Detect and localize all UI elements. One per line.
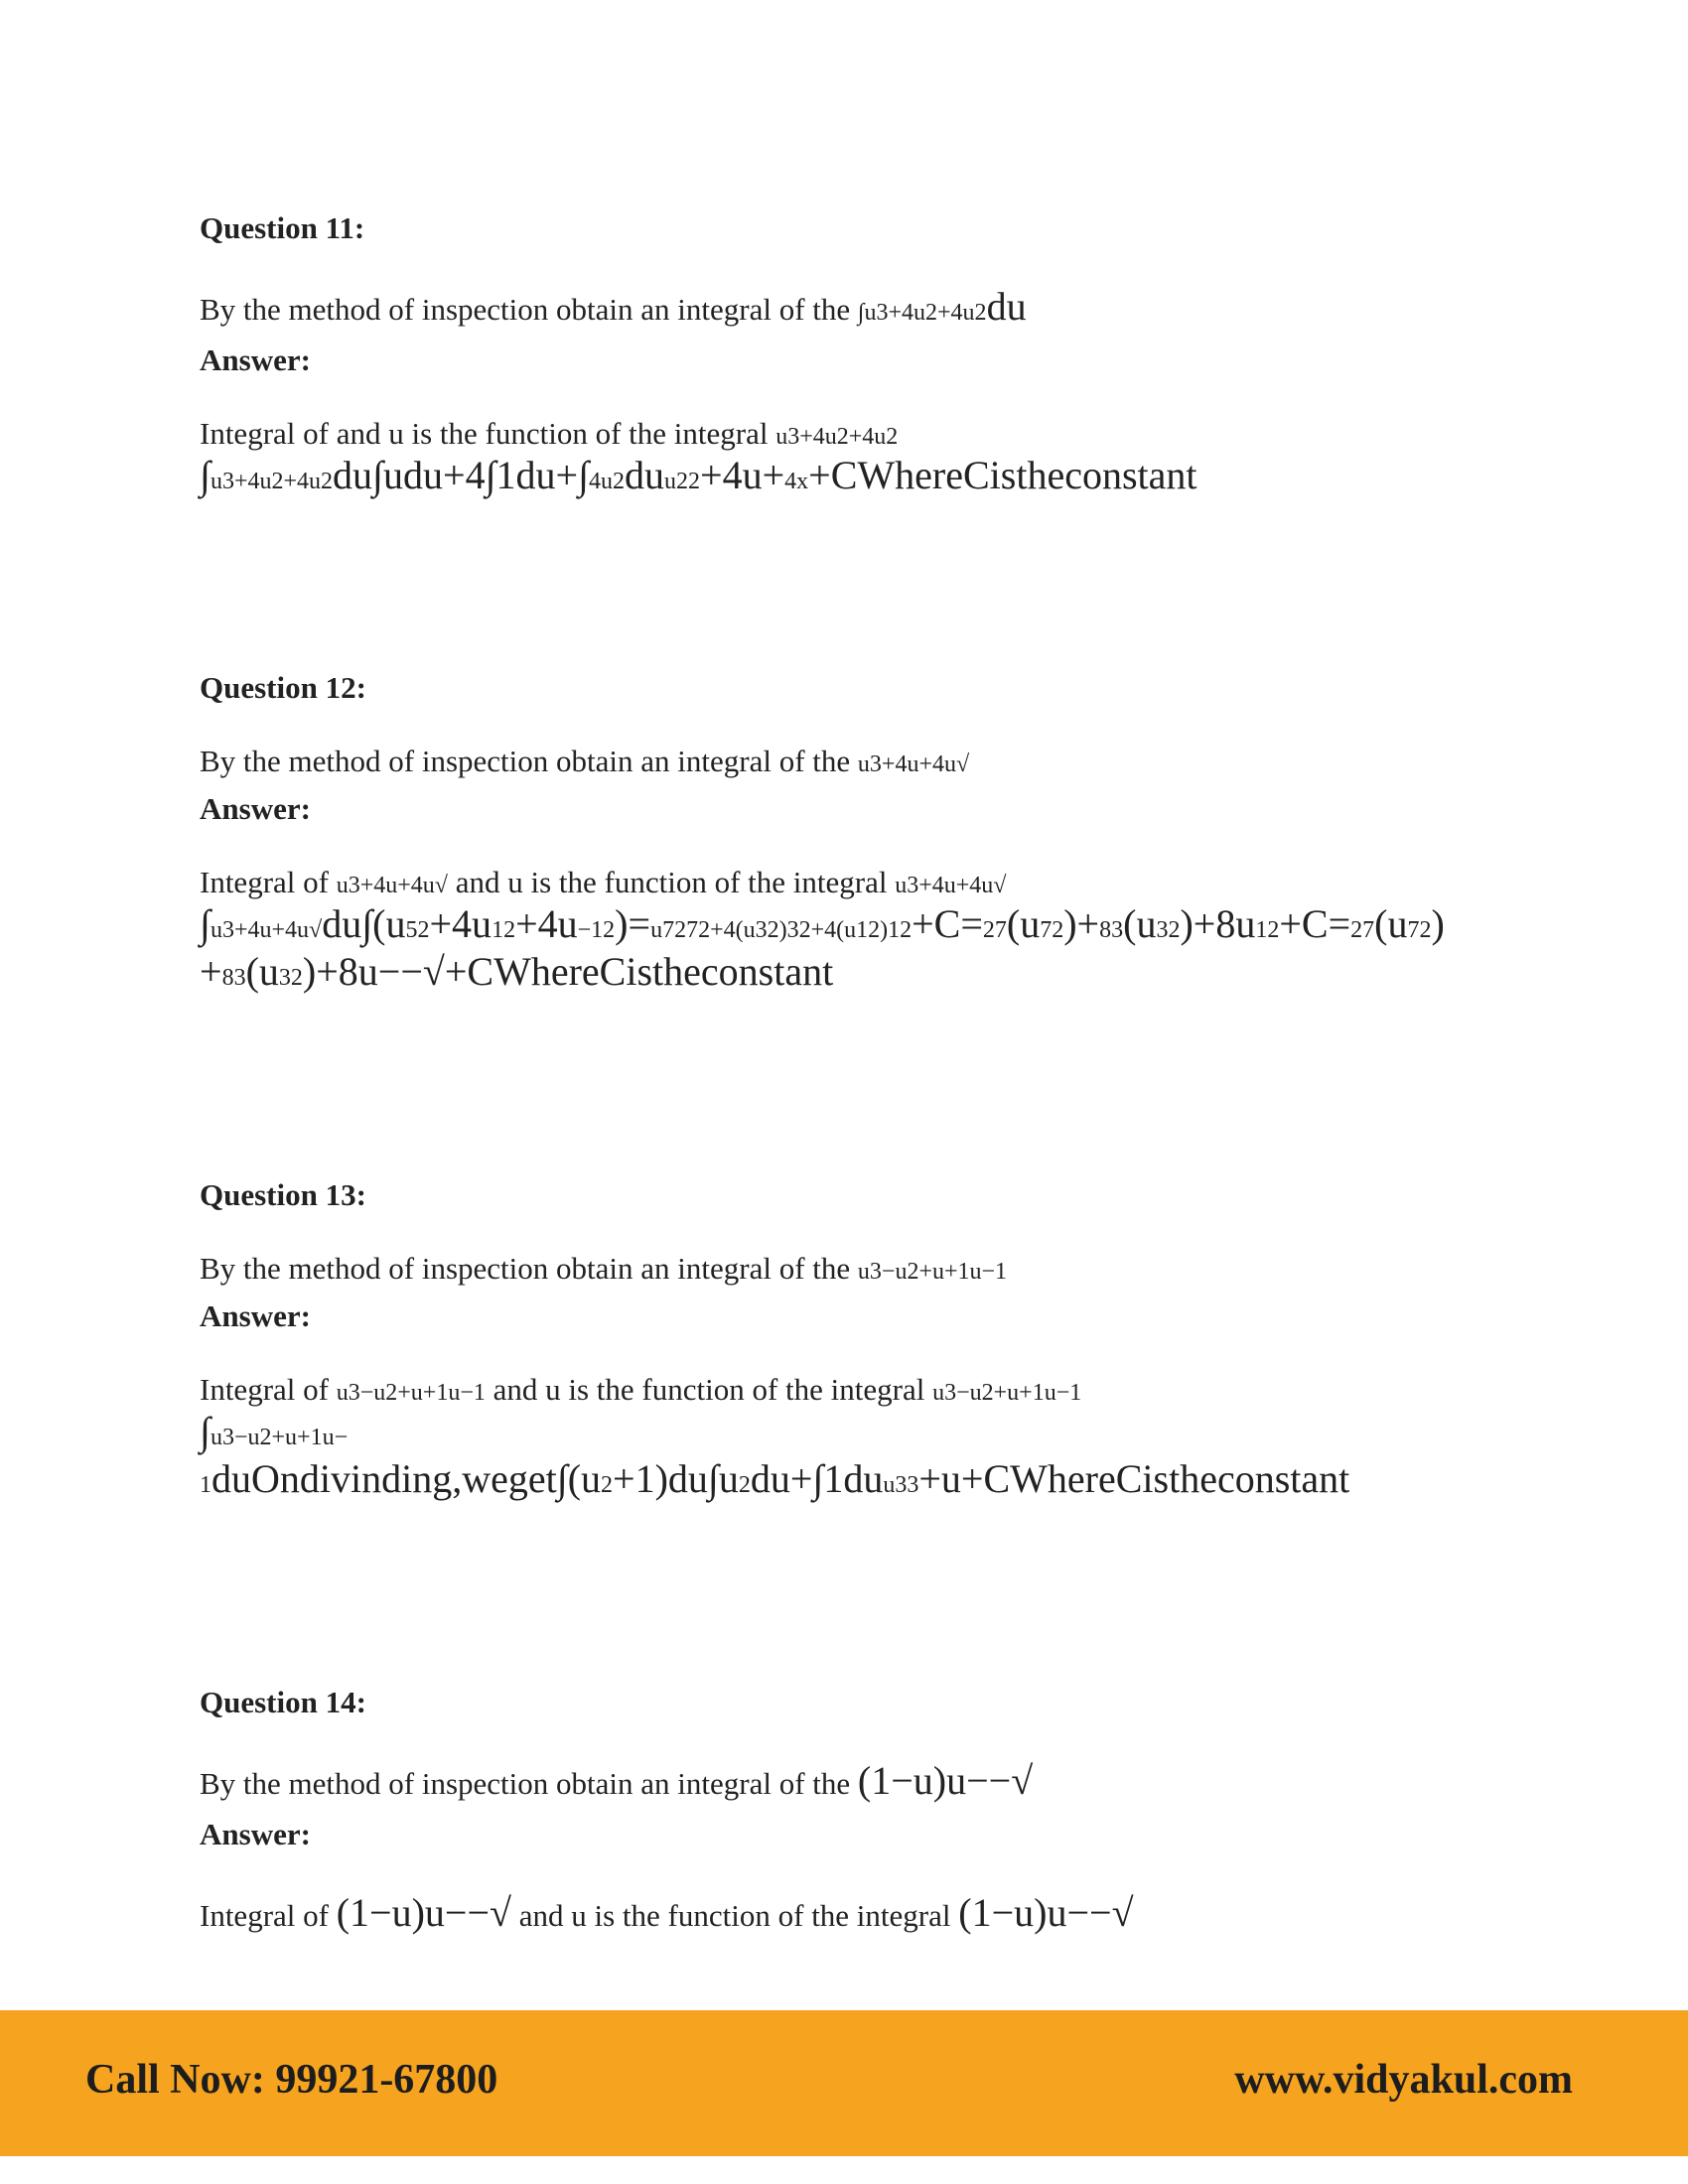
prompt-text: By the method of inspection obtain an integral of the <box>200 1766 858 1801</box>
question-14 <box>200 1687 1610 1937</box>
formula-small-segment: 4u2 <box>589 469 626 495</box>
formula-small-segment: −12 <box>577 917 616 944</box>
intro-expression-large: (1−u)u−−√ <box>336 1890 511 1935</box>
answer-label: Answer: <box>200 1298 311 1334</box>
formula-small-segment: 1 <box>200 1472 211 1499</box>
answer-label: Answer: <box>200 342 311 377</box>
answer-intro <box>200 415 1610 452</box>
formula-segment: )+8u−−√+CWhereCistheconstant <box>302 949 834 995</box>
answer-label: Answer: <box>200 791 311 827</box>
answer-intro <box>200 1889 1610 1937</box>
website-link[interactable]: www.vidyakul.com <box>1234 2057 1573 2103</box>
answer-working <box>200 452 1610 499</box>
intro-text: Integral of and u is the function of the integral <box>200 416 776 451</box>
formula-segment: +4u+ <box>700 453 785 498</box>
intro-text: Integral of <box>200 865 337 900</box>
formula-small-segment: 83 <box>221 965 246 992</box>
question-13 <box>200 1179 1610 1503</box>
prompt-expression-large: du <box>986 284 1027 329</box>
formula-segment: (u <box>245 949 279 995</box>
call-now-text[interactable]: Call Now: 99921-67800 <box>85 2057 498 2103</box>
intro-text-2: and u is the function of the integral <box>511 1898 959 1933</box>
formula-segment: (u <box>1123 901 1157 947</box>
formula-small-segment: 12 <box>1255 917 1280 944</box>
formula-small-segment: 27 <box>1350 917 1375 944</box>
prompt-text: By the method of inspection obtain an integral of the <box>200 292 858 327</box>
formula-small-segment: 72 <box>1040 917 1064 944</box>
formula-small-segment: 4x <box>784 469 809 495</box>
formula-small-segment: 27 <box>982 917 1007 944</box>
formula-segment: du+∫1du <box>750 1456 884 1502</box>
formula-small-segment: 72 <box>1407 917 1432 944</box>
question-prompt <box>200 743 1610 779</box>
formula-segment: +4u <box>515 901 578 947</box>
intro-expression: u3−u2+u+1u−1 <box>336 1380 486 1407</box>
formula-segment: (u <box>1374 901 1408 947</box>
prompt-expression: ∫u3+4u2+4u2 <box>857 300 987 326</box>
formula-segment: duOndivinding,weget∫(u <box>211 1456 602 1502</box>
intro-expression: u3+4u+4u√ <box>336 873 448 899</box>
formula-segment: +u+CWhereCistheconstant <box>918 1456 1350 1502</box>
formula-line <box>200 1408 1610 1455</box>
formula-small-segment: 2 <box>601 1472 614 1499</box>
formula-small-segment: u3+4u2+4u2 <box>210 469 334 495</box>
formula-segment: +C= <box>912 901 983 947</box>
prompt-expression: u3+4u+4u√ <box>857 751 970 777</box>
question-title: Question 13: <box>200 1177 366 1212</box>
formula-segment: du∫(u <box>322 901 406 947</box>
answer-working <box>200 900 1610 996</box>
prompt-expression: u3−u2+u+1u−1 <box>857 1259 1008 1285</box>
intro-expression-2: u3+4u+4u√ <box>895 873 1007 899</box>
intro-expression: u3+4u2+4u2 <box>775 424 899 450</box>
formula-small-segment: u3−u2+u+1u− <box>210 1425 349 1451</box>
question-prompt <box>200 1250 1610 1287</box>
formula-line <box>200 948 1610 996</box>
answer-intro <box>200 864 1610 900</box>
formula-small-segment: 52 <box>405 917 430 944</box>
question-12 <box>200 672 1610 996</box>
intro-text-2: and u is the function of the integral <box>485 1372 933 1408</box>
formula-segment: ∫ <box>200 453 211 498</box>
formula-segment: du <box>625 453 665 498</box>
formula-small-segment: 32 <box>278 965 303 992</box>
prompt-text: By the method of inspection obtain an integral of the <box>200 1251 858 1286</box>
intro-text: Integral of <box>200 1898 337 1933</box>
intro-expression-2-large: (1−u)u−−√ <box>958 1890 1134 1935</box>
formula-segment: (u <box>1006 901 1041 947</box>
formula-line <box>200 1455 1610 1503</box>
intro-text: Integral of <box>200 1372 337 1408</box>
intro-expression-2: u3−u2+u+1u−1 <box>932 1380 1082 1407</box>
formula-small-segment: 12 <box>492 917 516 944</box>
formula-small-segment: u3+4u+4u√ <box>210 917 323 944</box>
formula-segment: ∫ <box>200 1409 211 1454</box>
formula-small-segment: 83 <box>1099 917 1124 944</box>
formula-segment: +1)du∫u <box>613 1456 739 1502</box>
formula-small-segment: u7272+4(u32)32+4(u12)12 <box>650 917 913 944</box>
formula-line <box>200 900 1610 948</box>
formula-small-segment: 2 <box>738 1472 751 1499</box>
answer-intro <box>200 1371 1610 1408</box>
formula-segment: ∫ <box>200 901 211 947</box>
formula-segment: du∫udu+4∫1du+∫ <box>333 453 590 498</box>
question-title: Question 11: <box>200 210 365 245</box>
formula-segment: + <box>200 949 222 995</box>
footer-bar <box>0 2010 1688 2156</box>
answer-label: Answer: <box>200 1817 311 1851</box>
formula-line <box>200 452 1610 499</box>
formula-segment: )+8u <box>1180 901 1256 947</box>
formula-segment: )+ <box>1063 901 1100 947</box>
formula-segment: ) <box>1431 901 1445 947</box>
formula-small-segment: u33 <box>883 1472 919 1499</box>
formula-small-segment: u22 <box>664 469 701 495</box>
intro-text-2: and u is the function of the integral <box>447 865 896 900</box>
prompt-expression-large: (1−u)u−−√ <box>857 1758 1034 1803</box>
question-11 <box>200 212 1610 499</box>
prompt-text: By the method of inspection obtain an integral of the <box>200 744 858 778</box>
question-prompt <box>200 283 1610 331</box>
formula-small-segment: 32 <box>1156 917 1181 944</box>
question-prompt <box>200 1757 1610 1805</box>
question-title: Question 12: <box>200 670 366 705</box>
formula-segment: )= <box>615 901 651 947</box>
formula-segment: +4u <box>429 901 492 947</box>
formula-segment: +CWhereCistheconstant <box>808 453 1197 498</box>
formula-segment: +C= <box>1279 901 1351 947</box>
answer-working <box>200 1408 1610 1503</box>
question-title: Question 14: <box>200 1685 366 1719</box>
